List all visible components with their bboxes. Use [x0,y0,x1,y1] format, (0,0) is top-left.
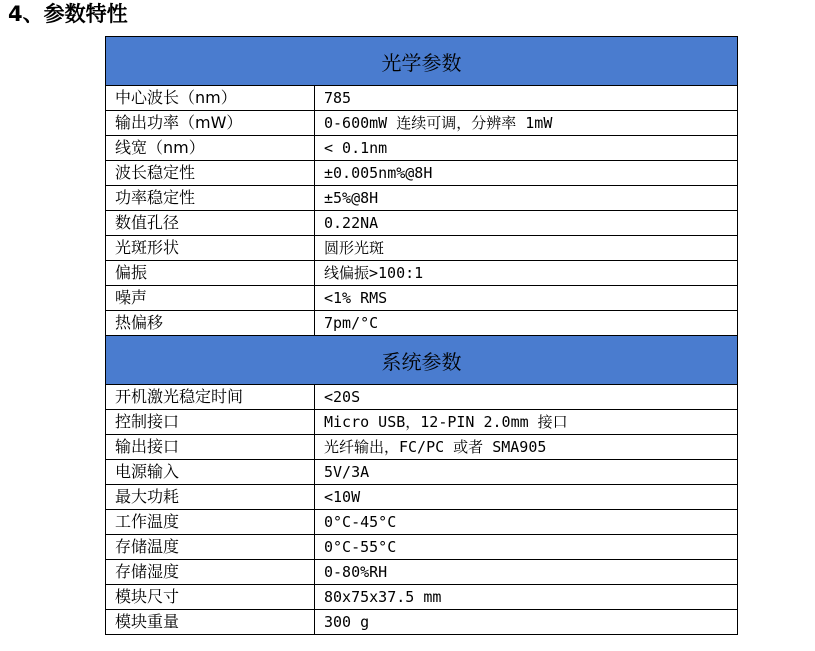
parameter-name: 光斑形状 [106,236,315,261]
parameter-value: 0.22NA [315,211,738,236]
table-row [106,211,738,236]
table-row [106,86,738,111]
section-header-row [106,336,738,385]
parameter-name: 电源输入 [106,460,315,485]
parameter-name: 波长稳定性 [106,161,315,186]
table-row [106,410,738,435]
parameter-name: 偏振 [106,261,315,286]
parameter-name: 中心波长（nm） [106,86,315,111]
parameter-value: 光纤输出，FC/PC 或者 SMA905 [315,435,738,460]
table-row [106,460,738,485]
parameter-value: 0°C-45°C [315,510,738,535]
parameters-table-body [106,37,738,635]
section-title: 系统参数 [106,336,738,385]
parameter-value: ±0.005nm%@8H [315,161,738,186]
table-row [106,311,738,336]
parameter-name: 数值孔径 [106,211,315,236]
parameter-name: 输出接口 [106,435,315,460]
table-row [106,286,738,311]
table-row [106,111,738,136]
parameter-value: 0°C-55°C [315,535,738,560]
parameter-value: 80x75x37.5 mm [315,585,738,610]
parameter-name: 输出功率（mW） [106,111,315,136]
parameter-value: ±5%@8H [315,186,738,211]
table-row [106,610,738,635]
parameter-name: 线宽（nm） [106,136,315,161]
parameter-value: 0-80%RH [315,560,738,585]
parameter-name: 功率稳定性 [106,186,315,211]
table-row [106,136,738,161]
parameter-name: 模块重量 [106,610,315,635]
parameter-value: 785 [315,86,738,111]
section-title: 光学参数 [106,37,738,86]
parameter-name: 热偏移 [106,311,315,336]
parameter-value: < 0.1nm [315,136,738,161]
table-row [106,510,738,535]
parameter-value: <10W [315,485,738,510]
section-heading: 4、参数特性 [8,2,128,26]
table-row [106,485,738,510]
parameter-value: 5V/3A [315,460,738,485]
table-row [106,186,738,211]
table-row [106,535,738,560]
parameter-value: 0-600mW 连续可调，分辨率 1mW [315,111,738,136]
parameter-name: 最大功耗 [106,485,315,510]
table-row [106,385,738,410]
table-row [106,435,738,460]
table-row [106,236,738,261]
parameter-value: 圆形光斑 [315,236,738,261]
section-header-row [106,37,738,86]
parameter-value: <20S [315,385,738,410]
table-row [106,161,738,186]
parameter-name: 模块尺寸 [106,585,315,610]
parameter-name: 存储湿度 [106,560,315,585]
parameter-value: 线偏振>100:1 [315,261,738,286]
parameter-value: <1% RMS [315,286,738,311]
parameter-name: 存储温度 [106,535,315,560]
parameter-value: 7pm/°C [315,311,738,336]
parameter-value: Micro USB，12-PIN 2.0mm 接口 [315,410,738,435]
parameters-table [105,36,738,635]
table-row [106,560,738,585]
parameter-name: 开机激光稳定时间 [106,385,315,410]
parameter-name: 工作温度 [106,510,315,535]
parameter-name: 噪声 [106,286,315,311]
parameter-name: 控制接口 [106,410,315,435]
table-row [106,585,738,610]
parameter-value: 300 g [315,610,738,635]
table-row [106,261,738,286]
